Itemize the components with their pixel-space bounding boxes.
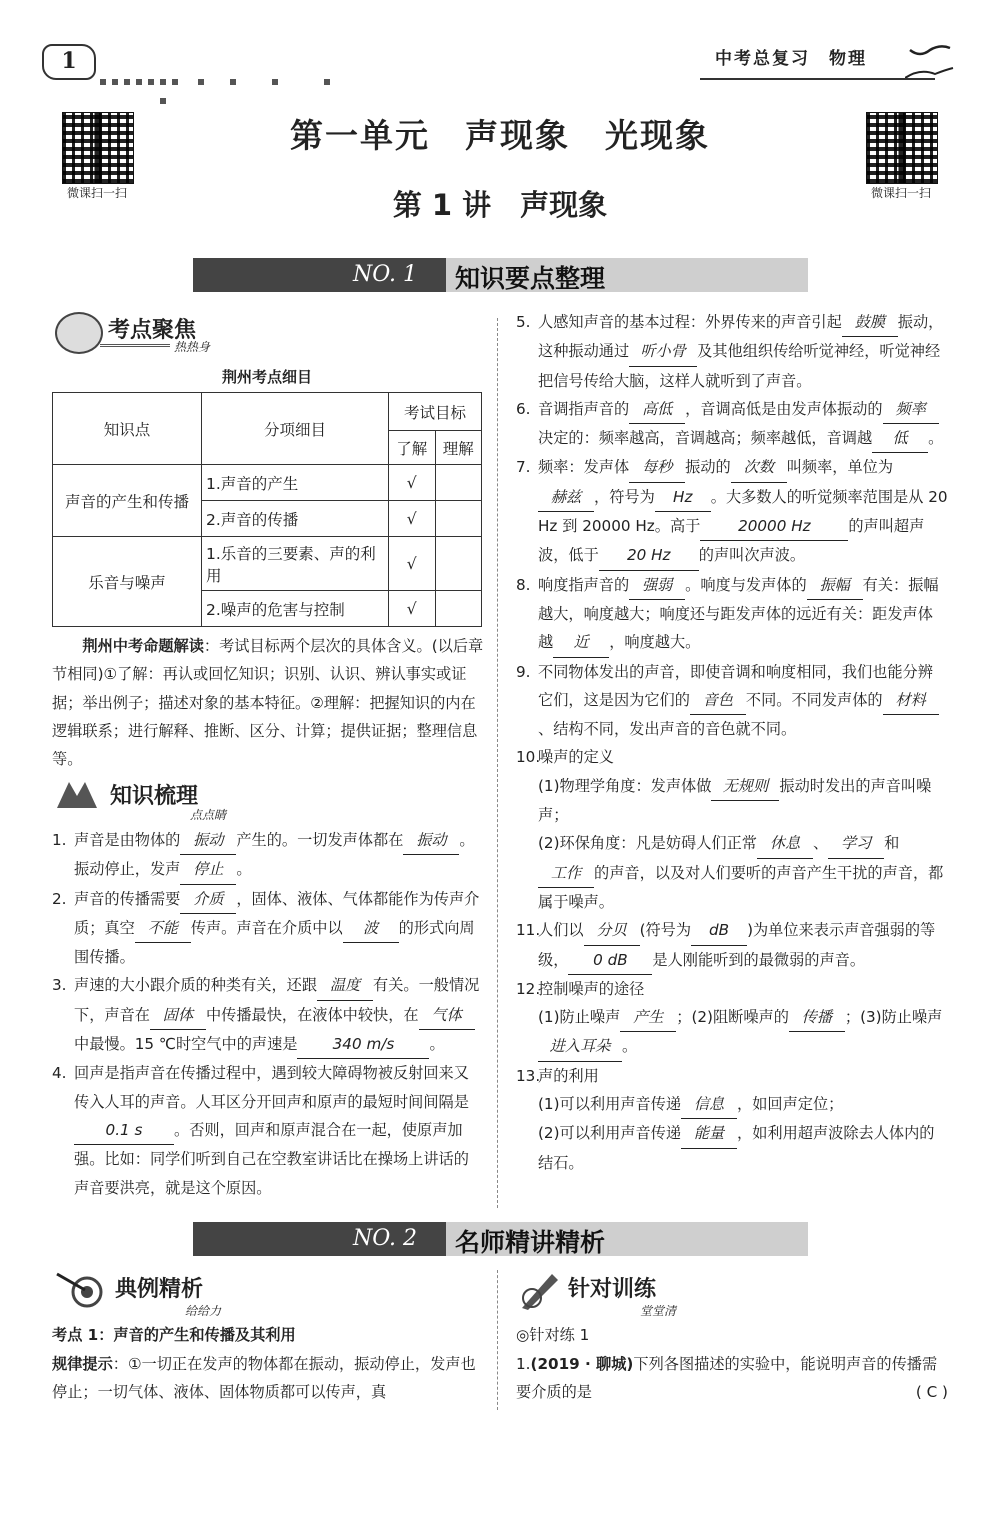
- table-cell-group: 乐音与噪声: [53, 537, 202, 627]
- pen-icon: [518, 1268, 562, 1312]
- unit-title: 第一单元 声现象 光现象: [290, 116, 710, 155]
- header-knowledge: 知识点: [53, 393, 202, 465]
- table-cell-item: 1.声音的产生: [202, 465, 389, 501]
- item-text: 有关。一般情况下，声音在: [74, 976, 480, 1024]
- table-cell-check: √: [389, 501, 436, 537]
- list-item: [516, 1003, 948, 1062]
- example-subtitle: 给给力: [185, 1304, 222, 1318]
- item-number: 2.: [52, 889, 67, 908]
- knowledge-title: 知识梳理: [110, 784, 199, 809]
- item-text: 。大多数人的听觉频率范围是从 20 Hz 到 20000 Hz。高于: [538, 487, 948, 536]
- fill-blank-answer: Hz: [655, 483, 711, 512]
- question-answer: ( C ): [915, 1383, 948, 1402]
- item-number: 7.: [516, 458, 531, 477]
- question-text: 下列各图描述的实验中，能说明声音的传播需要介质的是: [516, 1355, 938, 1402]
- subject-header: 中考总复习 物理: [715, 49, 867, 69]
- item-text: 决定的：频率越高，音调越高；频率越低，音调越: [538, 429, 873, 448]
- fill-blank-answer: 无规则: [711, 772, 779, 801]
- list-item: [516, 453, 948, 570]
- item-number: 3.: [52, 976, 67, 995]
- table-cell-item: 2.声音的传播: [202, 501, 389, 537]
- item-text: 人感知声音的基本过程：外界传来的声音引起: [538, 313, 842, 331]
- decorative-dots: [100, 70, 400, 80]
- table-cell-check: √: [389, 537, 436, 591]
- fill-blank-answer: 振动: [180, 826, 236, 855]
- item-text: ；(2)阻断噪声的: [676, 1008, 789, 1027]
- fill-blank-answer: 次数: [731, 453, 787, 482]
- fill-blank-answer: 频率: [883, 395, 939, 424]
- question-1: [516, 1350, 948, 1407]
- table-cell-check: √: [389, 591, 436, 627]
- list-item: [52, 826, 484, 885]
- item-text: (符号为: [639, 921, 692, 940]
- fill-blank-answer: 20 Hz: [599, 541, 699, 570]
- knowledge-list: [52, 826, 484, 1202]
- fill-blank-answer: 材料: [883, 686, 939, 715]
- item-text: (2)环保角度：凡是妨碍人们正常: [538, 834, 757, 853]
- fill-blank-answer: 听小骨: [629, 337, 697, 366]
- item-text: 的声叫次声波。: [698, 546, 806, 565]
- item-text: 振动，这种振动通过: [538, 313, 944, 361]
- list-item: [516, 1062, 948, 1090]
- fill-blank-answer: 强弱: [629, 571, 685, 600]
- knowledge-list-continued: [516, 308, 948, 1177]
- question-number: 1.: [516, 1355, 531, 1373]
- interpret-label: 荆州中考命题解读: [82, 637, 204, 655]
- item-text: 声速的大小跟介质的种类有关，还跟: [74, 976, 317, 995]
- item-text: 声的利用: [538, 1066, 599, 1085]
- table-cell-item: 1.乐音的三要素、声的利用: [202, 537, 389, 591]
- fill-blank-answer: 鼓膜: [842, 308, 898, 337]
- list-item: [52, 971, 484, 1059]
- item-text: 回声是指声音在传播过程中，遇到较大障碍物被反射回来又传入人耳的声音。人耳区分开回声和原声的最短时间间隔是: [74, 1064, 469, 1111]
- table-cell-check: √: [389, 465, 436, 501]
- item-text: ，如回声定位；: [737, 1095, 844, 1114]
- item-text: 是人刚能听到的最微弱的声音。: [652, 950, 865, 969]
- item-text: 声音是由物体的: [74, 831, 181, 849]
- focus-title: 考点聚焦: [108, 318, 197, 343]
- item-text: ，固体、液体、气体都能作为传声介质；真空: [74, 889, 480, 937]
- list-item: [52, 1059, 484, 1201]
- item-text: 。: [622, 1037, 638, 1056]
- item-number: 6.: [516, 399, 531, 418]
- item-text: 的声音，以及对人们要听的声音产生干扰的声音，都属于噪声。: [538, 863, 944, 911]
- fill-blank-answer: 340 m/s: [297, 1030, 429, 1059]
- item-text: 音调指声音的: [538, 399, 630, 418]
- item-text: 的声叫超声波，低于: [538, 517, 925, 565]
- item-text: ，响度越大。: [609, 633, 701, 652]
- item-number: 13.: [516, 1066, 541, 1085]
- fill-blank-answer: 赫兹: [538, 483, 594, 512]
- interpret-text: ：考试目标两个层次的具体含义。(以后章节相同)①了解：再认或回忆知识；识别、认识、辨认事实或证据；举出例子；描述对象的基本特征。②理解：把握知识的内在逻辑联系；进行解释、推断、区分、计算；提供证据；整理信息等。: [52, 637, 484, 769]
- item-text: (1)可以利用声音传递: [538, 1095, 682, 1114]
- item-number: 4.: [52, 1064, 67, 1083]
- list-item: [516, 395, 948, 454]
- item-number: 12.: [516, 979, 541, 998]
- item-text: 人们以: [538, 921, 584, 940]
- list-item: [516, 975, 948, 1003]
- item-text: 、: [812, 834, 829, 853]
- list-item: [516, 308, 948, 395]
- list-item: [516, 658, 948, 744]
- fill-blank-answer: 传播: [789, 1003, 845, 1032]
- item-number: 5.: [516, 313, 531, 331]
- item-text: (2)可以利用声音传递: [538, 1124, 682, 1143]
- focus-subtitle: 热热身: [174, 340, 211, 354]
- page-number: 1: [42, 44, 96, 80]
- table-cell-check: [435, 591, 482, 627]
- fill-blank-answer: 产生: [620, 1003, 676, 1032]
- bird-icon: [905, 40, 955, 80]
- knowledge-subtitle: 点点睛: [190, 808, 227, 822]
- item-text: 叫频率，单位为: [786, 458, 893, 477]
- item-text: 。: [928, 429, 944, 448]
- header-goal: 考试目标: [389, 393, 482, 431]
- question-source: (2019 · 聊城): [530, 1355, 634, 1373]
- fill-blank-answer: 工作: [538, 859, 594, 888]
- fill-blank-answer: dB: [691, 916, 747, 945]
- item-text: )为单位来表示声音强弱的等级，: [538, 921, 936, 969]
- item-text: 频率：发声体: [538, 458, 630, 477]
- item-number: 10.: [516, 748, 541, 767]
- item-text: 声音的传播需要: [74, 889, 181, 908]
- fill-blank-answer: 0.1 s: [74, 1116, 174, 1145]
- rule-tip: [52, 1350, 484, 1407]
- column-divider: [497, 318, 498, 1208]
- list-item: [52, 885, 484, 972]
- fill-blank-answer: 近: [553, 628, 609, 657]
- header-items: 分项细目: [202, 393, 389, 465]
- item-text: 中传播最快，在液体中较快，在: [205, 1005, 419, 1024]
- item-text: 控制噪声的途径: [538, 979, 645, 998]
- header-understand: 了解: [389, 431, 436, 465]
- list-item: [516, 743, 948, 771]
- fill-blank-answer: 固体: [150, 1001, 206, 1030]
- item-number: 11.: [516, 921, 541, 940]
- item-text: ，如利用超声波除去人体内的结石。: [538, 1124, 935, 1172]
- list-item: [516, 571, 948, 658]
- exam-point-heading: 考点 1：声音的产生和传播及其利用: [52, 1326, 296, 1344]
- lecture-title: 第 1 讲 声现象: [392, 188, 608, 222]
- magnifier-icon: [55, 312, 103, 354]
- fill-blank-answer: 气体: [419, 1001, 475, 1030]
- item-text: 响度指声音的: [538, 575, 630, 594]
- item-text: 噪声的定义: [538, 748, 614, 767]
- list-item: [516, 916, 948, 975]
- item-text: 的形式向周围传播。: [74, 918, 475, 967]
- book-icon: [55, 778, 99, 814]
- fill-blank-answer: 休息: [757, 829, 813, 858]
- fill-blank-answer: 低: [872, 424, 928, 453]
- item-text: 不同物体发出的声音，即使音调和响度相同，我们也能分辨它们，这是因为它们的: [538, 662, 933, 709]
- fill-blank-answer: 进入耳朵: [538, 1032, 622, 1061]
- example-title: 典例精析: [115, 1277, 204, 1302]
- item-text: 不同。不同发声体的: [745, 690, 883, 709]
- fill-blank-answer: 高低: [629, 395, 685, 424]
- fill-blank-answer: 介质: [180, 885, 236, 914]
- item-text: 。: [429, 1035, 445, 1054]
- training-title: 针对训练: [568, 1277, 657, 1302]
- section-banner-2: [193, 1222, 808, 1256]
- header-comprehend: 理解: [435, 431, 482, 465]
- exam-points-table: [52, 392, 482, 627]
- banner-number: NO. 1: [353, 262, 417, 287]
- item-text: 。响度与发声体的: [685, 575, 807, 594]
- header-rule: [700, 78, 935, 80]
- fill-blank-answer: 每秒: [629, 453, 685, 482]
- table-cell-check: [435, 501, 482, 537]
- table-cell-check: [435, 465, 482, 501]
- fill-blank-answer: 20000 Hz: [700, 512, 848, 541]
- item-text: 。否则，回声和原声混合在一起，使原声加强。比如：同学们听到自己在空教室讲话比在操场上讲话的声音要洪亮，就是这个原因。: [74, 1120, 469, 1197]
- decorative-lines: [100, 344, 170, 347]
- training-label: ◎针对练 1: [516, 1326, 590, 1344]
- fill-blank-answer: 停止: [180, 855, 236, 884]
- item-text: 传声。声音在介质中以: [190, 918, 343, 937]
- list-item: [516, 829, 948, 916]
- list-item: [516, 1119, 948, 1177]
- training-subtitle: 堂堂清: [640, 1304, 677, 1318]
- table-cell-check: [435, 537, 482, 591]
- fill-blank-answer: 温度: [317, 971, 373, 1000]
- item-number: 9.: [516, 662, 531, 681]
- table-cell-item: 2.噪声的危害与控制: [202, 591, 389, 627]
- exam-interpretation: [52, 632, 484, 773]
- fill-blank-answer: 能量: [681, 1119, 737, 1148]
- item-text: (1)防止噪声: [538, 1008, 621, 1027]
- item-text: ，符号为: [594, 487, 655, 506]
- item-text: ；(3)防止噪声: [844, 1008, 943, 1027]
- item-number: 8.: [516, 575, 531, 594]
- fill-blank-answer: 振幅: [807, 571, 863, 600]
- item-text: 和: [884, 834, 900, 853]
- item-text: ，音调高低是由发声体振动的: [685, 399, 883, 418]
- item-text: 。振动停止，发声: [74, 831, 475, 879]
- table-title: 荆州考点细目: [221, 368, 312, 386]
- item-text: 振动的: [685, 458, 731, 477]
- item-text: 及其他组织传给听觉神经，听觉神经把信号传给大脑，这样人就听到了声音。: [538, 342, 941, 390]
- fill-blank-answer: 信息: [681, 1090, 737, 1119]
- qr-label-right: 微课扫一扫: [870, 186, 931, 200]
- item-text: 、结构不同，发出声音的音色就不同。: [538, 720, 797, 739]
- banner-title: 名师精讲精析: [455, 1228, 606, 1257]
- fill-blank-answer: 0 dB: [568, 946, 652, 975]
- fill-blank-answer: 振动: [403, 826, 459, 855]
- item-text: 振动时发出的声音叫噪声；: [538, 776, 932, 825]
- list-item: [516, 772, 948, 830]
- item-text: 中最慢。15 ℃时空气中的声速是: [74, 1035, 298, 1054]
- item-text: 。: [236, 860, 252, 879]
- item-text: 产生的。一切发声体都在: [236, 831, 404, 849]
- fill-blank-answer: 不能: [135, 914, 191, 943]
- fill-blank-answer: 音色: [690, 686, 746, 715]
- fill-blank-answer: 波: [343, 914, 399, 943]
- section-banner-1: [193, 258, 808, 292]
- qr-label-left: 微课扫一扫: [66, 186, 127, 200]
- dart-target-icon: [55, 1268, 105, 1308]
- list-item: [516, 1090, 948, 1119]
- tip-label: 规律提示: [52, 1355, 113, 1373]
- tip-text: ：①一切正在发声的物体都在振动，振动停止，发声也停止；一切气体、液体、固体物质都可以传声，真: [52, 1355, 476, 1402]
- fill-blank-answer: 分贝: [584, 916, 640, 945]
- banner-title: 知识要点整理: [455, 264, 606, 293]
- item-text: 有关：振幅越大，响度越大；响度还与距发声体的远近有关：距发声体越: [538, 575, 939, 652]
- fill-blank-answer: 学习: [828, 829, 884, 858]
- column-divider-bottom: [497, 1270, 498, 1410]
- item-text: (1)物理学角度：发声体做: [538, 776, 712, 795]
- item-number: 1.: [52, 831, 67, 849]
- banner-number: NO. 2: [353, 1226, 417, 1251]
- table-cell-group: 声音的产生和传播: [53, 465, 202, 537]
